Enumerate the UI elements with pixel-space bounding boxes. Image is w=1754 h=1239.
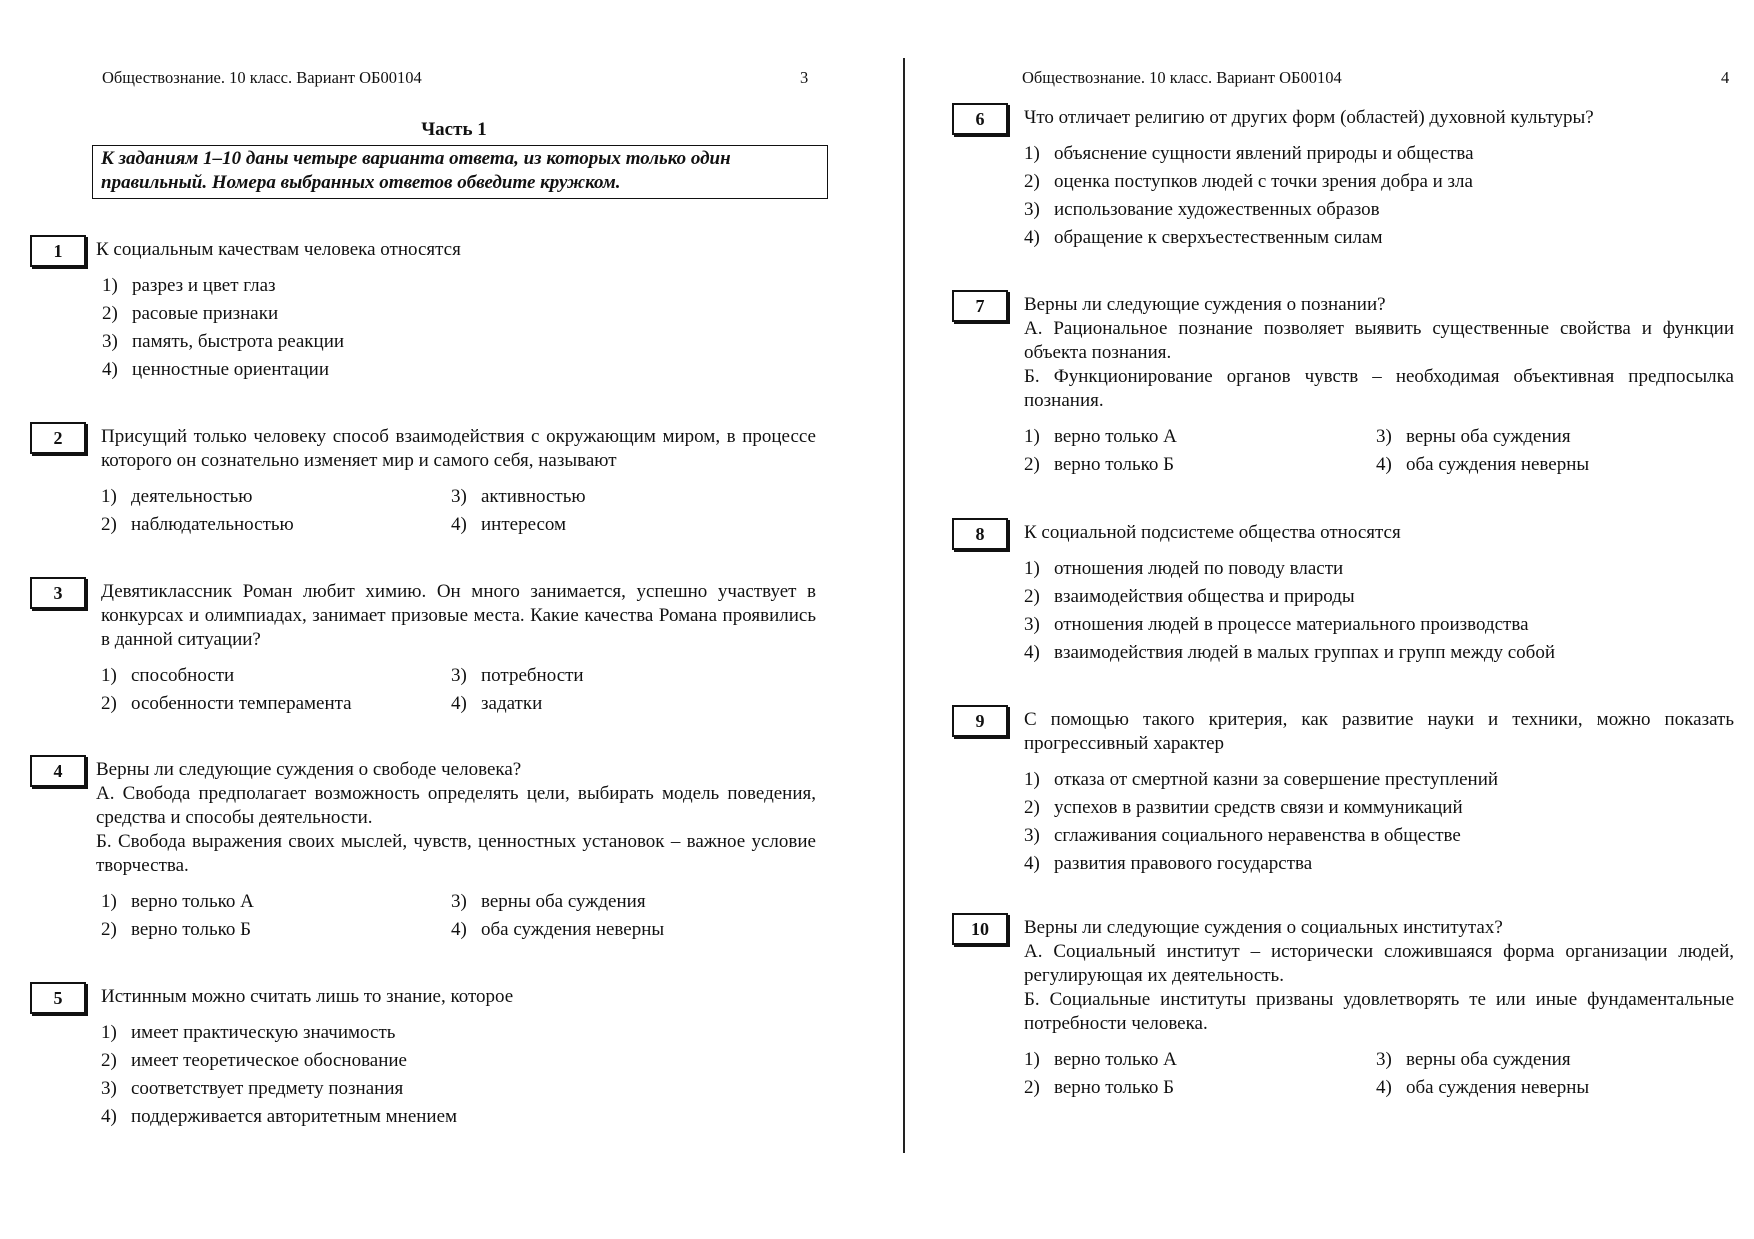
task-number-box: 2 <box>30 422 86 454</box>
page-header: Обществознание. 10 класс. Вариант ОБ00104 <box>102 68 422 87</box>
answer-option[interactable]: 4) обращение к сверхъестественным силам <box>1024 227 1383 248</box>
answer-option[interactable]: 4) поддерживается авторитетным мнением <box>101 1106 458 1127</box>
task-stem: К социальной подсистеме общества относятся <box>1024 522 1401 543</box>
answer-option[interactable]: 3) использование художественных образов <box>1024 199 1380 220</box>
answer-option[interactable]: 1) верно только А <box>1024 426 1177 447</box>
task-number-box: 6 <box>952 103 1008 135</box>
answer-option[interactable]: 1) отказа от смертной казни за совершение преступлений <box>1024 769 1499 790</box>
task-number-box: 7 <box>952 290 1008 322</box>
part-title: Часть 1 <box>421 119 487 140</box>
answer-option[interactable]: 1) верно только А <box>1024 1049 1177 1070</box>
answer-option[interactable]: 2) взаимодействия общества и природы <box>1024 586 1355 607</box>
task-stem: Присущий только человеку способ взаимодействия с окружающим миром, в процессе которого он сознательно изменяет мир и самого себя, называют <box>101 426 816 471</box>
task-stem: Верны ли следующие суждения о познании? <box>1024 294 1386 315</box>
task-stem: Верны ли следующие суждения о социальных институтах? <box>1024 917 1503 938</box>
task-number-box: 10 <box>952 913 1008 945</box>
page-number: 4 <box>1721 68 1730 87</box>
task-stem: Истинным можно считать лишь то знание, которое <box>101 986 514 1007</box>
answer-option[interactable]: 1) имеет практическую значимость <box>101 1022 396 1043</box>
answer-option[interactable]: 2) верно только Б <box>1024 454 1175 475</box>
task-number-box: 5 <box>30 982 86 1014</box>
task-number-box: 1 <box>30 235 86 267</box>
instructions-box: К заданиям 1–10 даны четыре варианта ответа, из которых только один правильный. Номера выбранных ответов обведите кружком. <box>92 145 828 199</box>
answer-option[interactable]: 3) потребности <box>451 665 584 686</box>
answer-option[interactable]: 2) успехов в развитии средств связи и коммуникаций <box>1024 797 1463 818</box>
answer-option[interactable]: 1) разрез и цвет глаз <box>102 275 276 296</box>
task-stem: С помощью такого критерия, как развитие науки и техники, можно показать прогрессивный характер <box>1024 709 1734 754</box>
answer-option[interactable]: 2) особенности темперамента <box>101 693 352 714</box>
task-stem: Что отличает религию от других форм (областей) духовной культуры? <box>1024 107 1594 128</box>
statement-b: Б. Социальные институты призваны удовлетворять те или иные фундаментальные потребности человека. <box>1024 989 1734 1034</box>
answer-option[interactable]: 4) интересом <box>451 514 567 535</box>
task-number-box: 9 <box>952 705 1008 737</box>
answer-option[interactable]: 1) верно только А <box>101 891 254 912</box>
answer-option[interactable]: 1) объяснение сущности явлений природы и общества <box>1024 143 1474 164</box>
statement-b: Б. Свобода выражения своих мыслей, чувств, ценностных установок – важное условие творчества. <box>96 831 816 876</box>
right-page <box>905 0 1754 1239</box>
answer-option[interactable]: 4) оба суждения неверны <box>1376 454 1590 475</box>
answer-option[interactable]: 4) ценностные ориентации <box>102 359 330 380</box>
answer-option[interactable]: 2) оценка поступков людей с точки зрения добра и зла <box>1024 171 1473 192</box>
answer-option[interactable]: 3) верны оба суждения <box>1376 426 1571 447</box>
answer-option[interactable]: 4) взаимодействия людей в малых группах и групп между собой <box>1024 642 1556 663</box>
page-number: 3 <box>800 68 809 87</box>
answer-option[interactable]: 2) имеет теоретическое обоснование <box>101 1050 407 1071</box>
answer-option[interactable]: 2) расовые признаки <box>102 303 279 324</box>
answer-option[interactable]: 3) активностью <box>451 486 586 507</box>
answer-option[interactable]: 4) задатки <box>451 693 543 714</box>
task-number-box: 8 <box>952 518 1008 550</box>
answer-option[interactable]: 2) верно только Б <box>101 919 252 940</box>
statement-a: А. Социальный институт – исторически сложившаяся форма организации людей, регулирующая их деятельность. <box>1024 941 1734 986</box>
task-stem: К социальным качествам человека относятся <box>96 239 461 260</box>
answer-option[interactable]: 4) оба суждения неверны <box>451 919 665 940</box>
task-number-box: 4 <box>30 755 86 787</box>
answer-option[interactable]: 3) соответствует предмету познания <box>101 1078 404 1099</box>
statement-b: Б. Функционирование органов чувств – необходимая объективная предпосылка познания. <box>1024 366 1734 411</box>
answer-option[interactable]: 2) верно только Б <box>1024 1077 1175 1098</box>
answer-option[interactable]: 3) верны оба суждения <box>451 891 646 912</box>
answer-option[interactable]: 3) отношения людей в процессе материального производства <box>1024 614 1529 635</box>
task-number-box: 3 <box>30 577 86 609</box>
page-header: Обществознание. 10 класс. Вариант ОБ00104 <box>1022 68 1342 87</box>
task-stem: Девятиклассник Роман любит химию. Он много занимается, успешно участвует в конкурсах и олимпиадах, занимает призовые места. Какие качества Романа проявились в данной ситуации? <box>101 581 816 650</box>
answer-option[interactable]: 2) наблюдательностью <box>101 514 294 535</box>
answer-option[interactable]: 1) отношения людей по поводу власти <box>1024 558 1344 579</box>
answer-option[interactable]: 4) развития правового государства <box>1024 853 1313 874</box>
answer-option[interactable]: 1) деятельностью <box>101 486 253 507</box>
statement-a: А. Свобода предполагает возможность определять цели, выбирать модель поведения, средства и способы деятельности. <box>96 783 816 828</box>
answer-option[interactable]: 3) верны оба суждения <box>1376 1049 1571 1070</box>
answer-option[interactable]: 4) оба суждения неверны <box>1376 1077 1590 1098</box>
task-stem: Верны ли следующие суждения о свободе человека? <box>96 759 522 780</box>
answer-option[interactable]: 3) память, быстрота реакции <box>102 331 345 352</box>
statement-a: А. Рациональное познание позволяет выявить существенные свойства и функции объекта познания. <box>1024 318 1734 363</box>
answer-option[interactable]: 1) способности <box>101 665 235 686</box>
answer-option[interactable]: 3) сглаживания социального неравенства в обществе <box>1024 825 1461 846</box>
